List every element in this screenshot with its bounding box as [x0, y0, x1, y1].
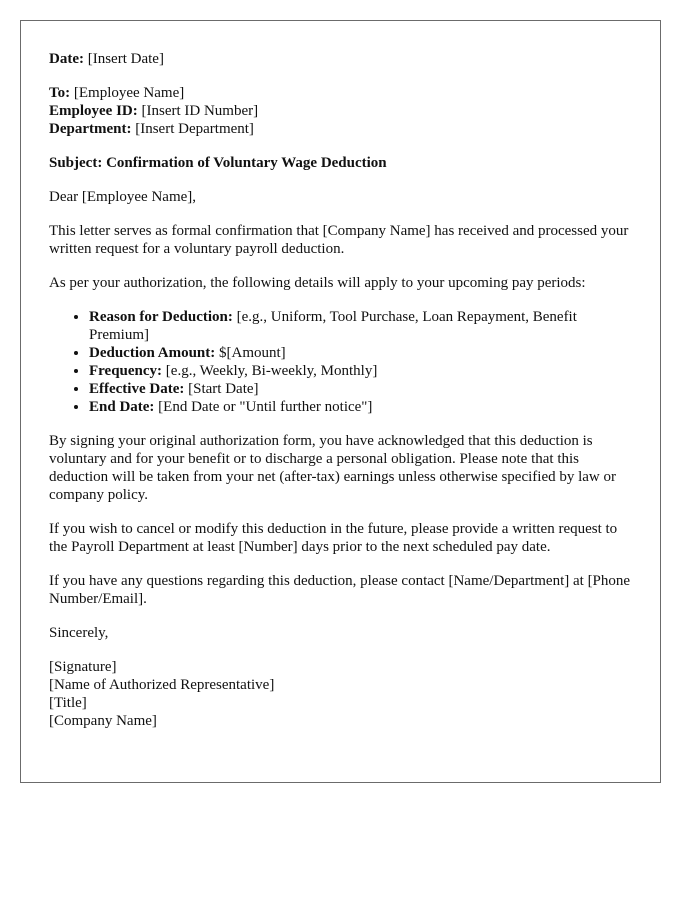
deduction-details-list [49, 308, 632, 416]
department-line [49, 120, 632, 138]
end-date-value: [End Date or "Until further notice"] [154, 399, 373, 415]
to-label: To: [49, 85, 71, 101]
amount-label: Deduction Amount: [89, 345, 216, 361]
company-name: [Company Name] [49, 713, 157, 729]
list-item-reason [89, 308, 632, 344]
representative-name: [Name of Authorized Representative] [49, 677, 275, 693]
employee-id-line [49, 102, 632, 120]
employee-id-label: Employee ID: [49, 103, 138, 119]
to-line [49, 84, 632, 102]
salutation: Dear [Employee Name], [49, 189, 197, 205]
effective-date-value: [Start Date] [184, 381, 259, 397]
date-value: [Insert Date] [83, 51, 164, 67]
date-label: Date: [49, 51, 84, 67]
acknowledgement-paragraph: By signing your original authorization form, you have acknowledged that this deduction is voluntary and for your benefit or to discharge a personal obligation. Please note that this deduction will be taken from your net (after-tax) earnings unless otherwise specified by law or company policy. [49, 433, 617, 503]
list-item-effective-date [89, 380, 632, 398]
subject-line [49, 154, 632, 172]
subject-text: Subject: Confirmation of Voluntary Wage Deduction [49, 155, 387, 171]
amount-value: $[Amount] [215, 345, 286, 361]
date-line [49, 50, 632, 68]
end-date-label: End Date: [89, 399, 155, 415]
employee-id-value: [Insert ID Number] [137, 103, 259, 119]
department-label: Department: [49, 121, 132, 137]
recipient-block [49, 84, 632, 138]
signature-block [49, 658, 632, 730]
closing: Sincerely, [49, 625, 109, 641]
frequency-label: Frequency: [89, 363, 163, 379]
frequency-value: [e.g., Weekly, Bi-weekly, Monthly] [162, 363, 378, 379]
intro-paragraph: This letter serves as formal confirmation that [Company Name] has received and processed your written request for a voluntary payroll deduction. [49, 223, 629, 257]
letter-page [20, 20, 661, 783]
to-value: [Employee Name] [70, 85, 185, 101]
cancellation-paragraph: If you wish to cancel or modify this deduction in the future, please provide a written request to the Payroll Department at least [Number] days prior to the next scheduled pay date. [49, 521, 618, 555]
representative-title: [Title] [49, 695, 87, 711]
list-item-end-date [89, 398, 632, 416]
reason-label: Reason for Deduction: [89, 309, 233, 325]
effective-date-label: Effective Date: [89, 381, 185, 397]
signature-line: [Signature] [49, 659, 117, 675]
details-lead-paragraph: As per your authorization, the following details will apply to your upcoming pay periods: [49, 275, 586, 291]
list-item-frequency [89, 362, 632, 380]
reason-value: [e.g., Uniform, Tool Purchase, Loan Repayment, Benefit Premium] [89, 309, 577, 343]
contact-paragraph: If you have any questions regarding this deduction, please contact [Name/Department] at [Phone Number/Email]. [49, 573, 631, 607]
list-item-amount [89, 344, 632, 362]
department-value: [Insert Department] [131, 121, 254, 137]
